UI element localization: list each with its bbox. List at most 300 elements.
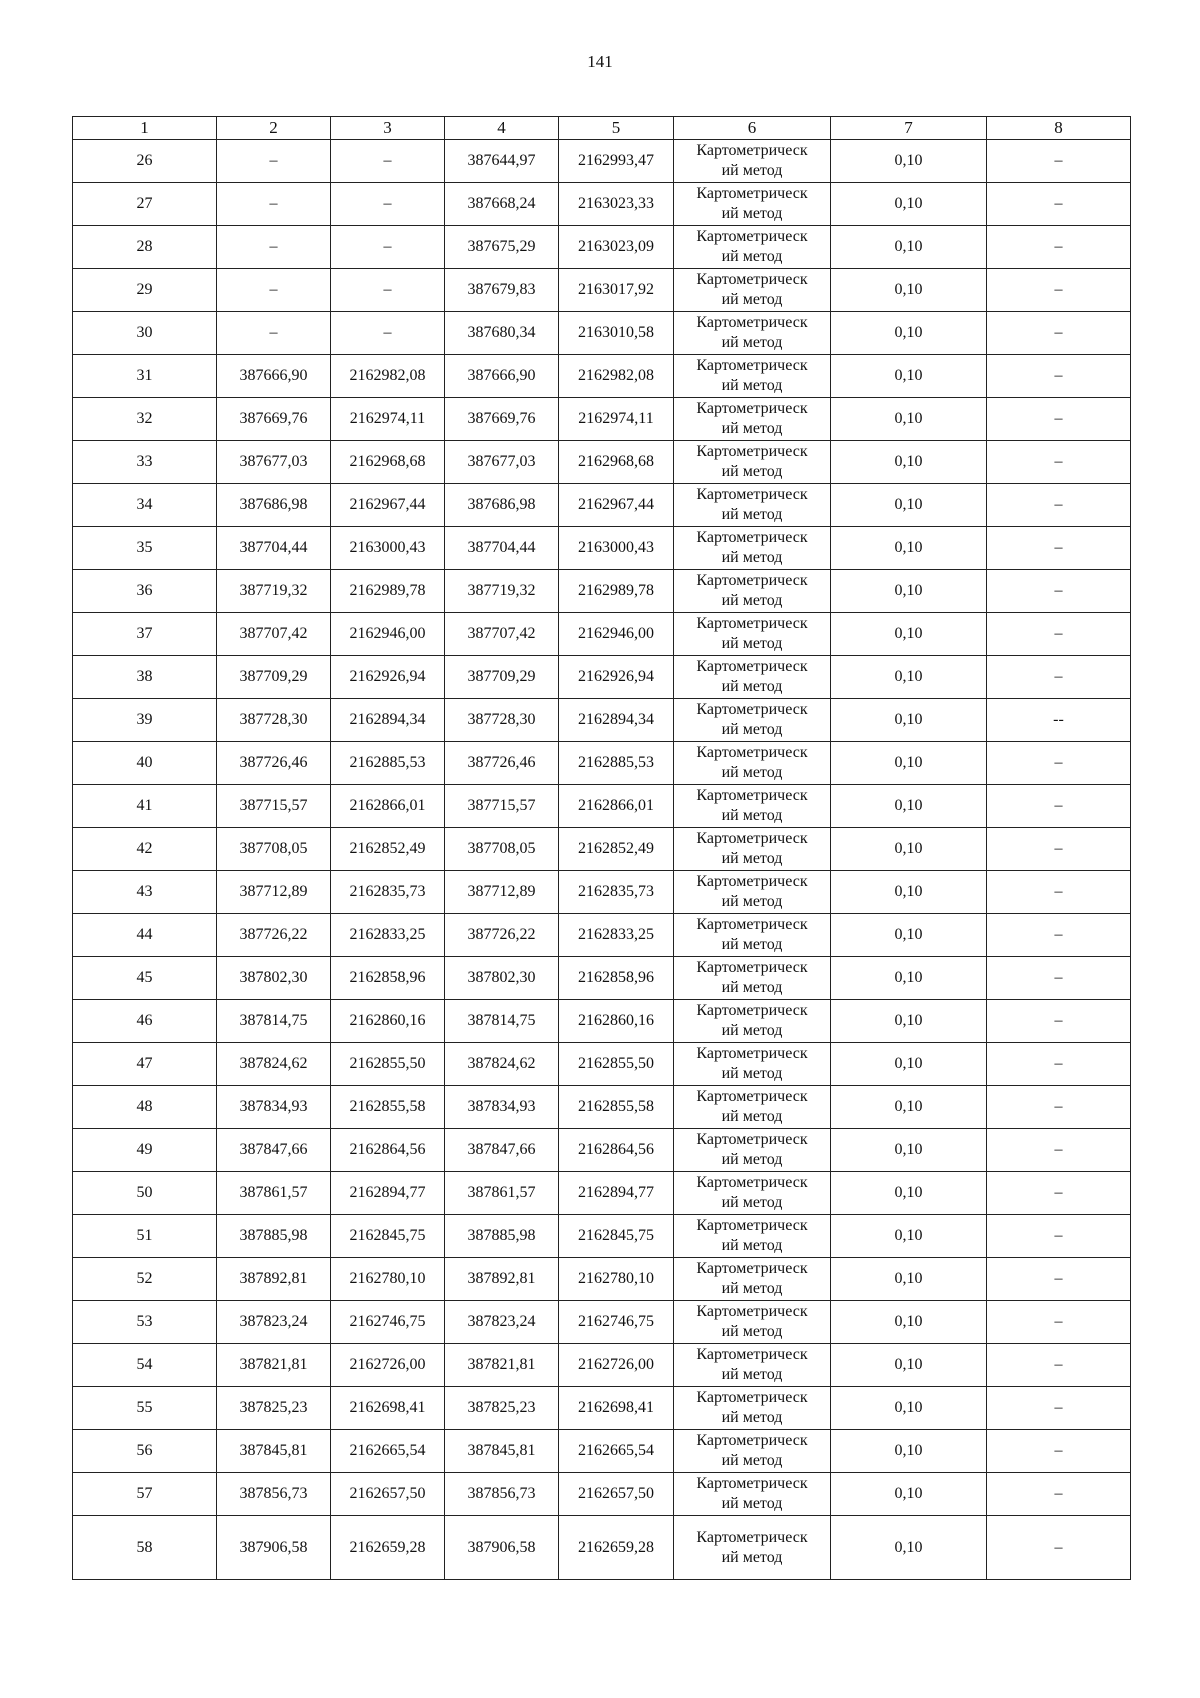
old-y-cell: 2162989,78 — [331, 570, 445, 613]
old-x-cell: 387686,98 — [217, 484, 331, 527]
point-number-cell: 51 — [73, 1215, 217, 1258]
point-number-cell: 28 — [73, 226, 217, 269]
old-y-cell: 2162855,58 — [331, 1086, 445, 1129]
point-number-cell: 40 — [73, 742, 217, 785]
method-text: Картометрическ ий метод — [696, 142, 808, 179]
old-x-cell: 387707,42 — [217, 613, 331, 656]
new-y-cell: 2162860,16 — [559, 1000, 674, 1043]
column-header-4: 4 — [445, 117, 559, 140]
old-y-cell: 2162894,77 — [331, 1172, 445, 1215]
description-cell: – — [987, 1000, 1131, 1043]
new-x-cell: 387834,93 — [445, 1086, 559, 1129]
method-cell — [674, 441, 831, 484]
point-number-cell: 32 — [73, 398, 217, 441]
new-x-cell: 387814,75 — [445, 1000, 559, 1043]
table-header-row — [73, 117, 1131, 140]
point-number-cell: 44 — [73, 914, 217, 957]
point-number-cell: 35 — [73, 527, 217, 570]
point-number-cell: 27 — [73, 183, 217, 226]
method-text: Картометрическ ий метод — [696, 443, 808, 480]
table-row — [73, 1301, 1131, 1344]
new-y-cell: 2162894,34 — [559, 699, 674, 742]
description-cell: – — [987, 1516, 1131, 1580]
table-row — [73, 1043, 1131, 1086]
method-text: Картометрическ ий метод — [696, 1088, 808, 1125]
description-cell: – — [987, 1043, 1131, 1086]
old-x-cell: 387709,29 — [217, 656, 331, 699]
table-row — [73, 269, 1131, 312]
new-x-cell: 387726,22 — [445, 914, 559, 957]
table-row — [73, 1430, 1131, 1473]
method-text: Картометрическ ий метод — [696, 1002, 808, 1039]
point-number-cell: 54 — [73, 1344, 217, 1387]
method-cell — [674, 613, 831, 656]
accuracy-cell: 0,10 — [831, 742, 987, 785]
old-x-cell: 387715,57 — [217, 785, 331, 828]
accuracy-cell: 0,10 — [831, 613, 987, 656]
method-cell — [674, 398, 831, 441]
new-y-cell: 2162926,94 — [559, 656, 674, 699]
new-x-cell: 387707,42 — [445, 613, 559, 656]
point-number-cell: 39 — [73, 699, 217, 742]
old-x-cell: 387669,76 — [217, 398, 331, 441]
table-row — [73, 613, 1131, 656]
old-x-cell: 387821,81 — [217, 1344, 331, 1387]
description-cell: – — [987, 1215, 1131, 1258]
new-y-cell: 2162852,49 — [559, 828, 674, 871]
new-x-cell: 387704,44 — [445, 527, 559, 570]
old-y-cell: 2162967,44 — [331, 484, 445, 527]
table-row — [73, 1473, 1131, 1516]
method-cell — [674, 527, 831, 570]
new-y-cell: 2162833,25 — [559, 914, 674, 957]
old-x-cell: 387708,05 — [217, 828, 331, 871]
point-number-cell: 41 — [73, 785, 217, 828]
table-row — [73, 1000, 1131, 1043]
old-y-cell: 2162968,68 — [331, 441, 445, 484]
old-y-cell: 2162894,34 — [331, 699, 445, 742]
old-x-cell: 387666,90 — [217, 355, 331, 398]
new-y-cell: 2162967,44 — [559, 484, 674, 527]
old-x-cell: 387726,22 — [217, 914, 331, 957]
accuracy-cell: 0,10 — [831, 1086, 987, 1129]
method-text: Картометрическ ий метод — [696, 787, 808, 824]
table-row — [73, 1344, 1131, 1387]
old-x-cell: 387856,73 — [217, 1473, 331, 1516]
table-row — [73, 785, 1131, 828]
description-cell: – — [987, 914, 1131, 957]
method-text: Картометрическ ий метод — [696, 1389, 808, 1426]
new-x-cell: 387821,81 — [445, 1344, 559, 1387]
old-y-cell: 2162866,01 — [331, 785, 445, 828]
method-cell — [674, 226, 831, 269]
method-cell — [674, 1430, 831, 1473]
method-text: Картометрическ ий метод — [696, 1346, 808, 1383]
description-cell: – — [987, 1258, 1131, 1301]
old-x-cell: – — [217, 269, 331, 312]
new-x-cell: 387679,83 — [445, 269, 559, 312]
method-cell — [674, 1258, 831, 1301]
accuracy-cell: 0,10 — [831, 1387, 987, 1430]
new-y-cell: 2162993,47 — [559, 140, 674, 183]
method-cell — [674, 1000, 831, 1043]
description-cell: – — [987, 1129, 1131, 1172]
description-cell: – — [987, 871, 1131, 914]
method-text: Картометрическ ий метод — [696, 1528, 808, 1566]
method-text: Картометрическ ий метод — [696, 615, 808, 652]
new-x-cell: 387708,05 — [445, 828, 559, 871]
accuracy-cell: 0,10 — [831, 355, 987, 398]
old-y-cell: 2163000,43 — [331, 527, 445, 570]
table-row — [73, 226, 1131, 269]
old-y-cell: 2162726,00 — [331, 1344, 445, 1387]
method-cell — [674, 484, 831, 527]
method-cell — [674, 312, 831, 355]
new-x-cell: 387686,98 — [445, 484, 559, 527]
old-y-cell: – — [331, 140, 445, 183]
description-cell: – — [987, 1172, 1131, 1215]
old-x-cell: 387814,75 — [217, 1000, 331, 1043]
new-x-cell: 387824,62 — [445, 1043, 559, 1086]
table-row — [73, 957, 1131, 1000]
description-cell: – — [987, 785, 1131, 828]
old-y-cell: – — [331, 312, 445, 355]
accuracy-cell: 0,10 — [831, 1129, 987, 1172]
point-number-cell: 31 — [73, 355, 217, 398]
old-x-cell: 387704,44 — [217, 527, 331, 570]
method-text: Картометрическ ий метод — [696, 1131, 808, 1168]
old-y-cell: 2162885,53 — [331, 742, 445, 785]
new-y-cell: 2162974,11 — [559, 398, 674, 441]
column-header-1: 1 — [73, 117, 217, 140]
table-row — [73, 312, 1131, 355]
new-y-cell: 2162780,10 — [559, 1258, 674, 1301]
method-cell — [674, 1516, 831, 1580]
method-text: Картометрическ ий метод — [696, 744, 808, 781]
description-cell: – — [987, 355, 1131, 398]
description-cell: – — [987, 269, 1131, 312]
point-number-cell: 33 — [73, 441, 217, 484]
old-x-cell: 387892,81 — [217, 1258, 331, 1301]
new-y-cell: 2163023,09 — [559, 226, 674, 269]
old-x-cell: 387845,81 — [217, 1430, 331, 1473]
point-number-cell: 29 — [73, 269, 217, 312]
column-header-8: 8 — [987, 117, 1131, 140]
old-y-cell: 2162835,73 — [331, 871, 445, 914]
point-number-cell: 36 — [73, 570, 217, 613]
old-y-cell: – — [331, 183, 445, 226]
old-y-cell: 2162657,50 — [331, 1473, 445, 1516]
accuracy-cell: 0,10 — [831, 957, 987, 1000]
accuracy-cell: 0,10 — [831, 527, 987, 570]
method-cell — [674, 1172, 831, 1215]
description-cell: – — [987, 957, 1131, 1000]
table-row — [73, 656, 1131, 699]
old-x-cell: 387825,23 — [217, 1387, 331, 1430]
new-x-cell: 387885,98 — [445, 1215, 559, 1258]
new-y-cell: 2162835,73 — [559, 871, 674, 914]
table-row — [73, 1387, 1131, 1430]
accuracy-cell: 0,10 — [831, 140, 987, 183]
description-cell: – — [987, 1473, 1131, 1516]
new-x-cell: 387669,76 — [445, 398, 559, 441]
accuracy-cell: 0,10 — [831, 183, 987, 226]
point-number-cell: 56 — [73, 1430, 217, 1473]
accuracy-cell: 0,10 — [831, 785, 987, 828]
new-y-cell: 2162855,58 — [559, 1086, 674, 1129]
old-x-cell: 387677,03 — [217, 441, 331, 484]
old-x-cell: – — [217, 183, 331, 226]
accuracy-cell: 0,10 — [831, 1043, 987, 1086]
method-cell — [674, 699, 831, 742]
point-number-cell: 53 — [73, 1301, 217, 1344]
method-cell — [674, 1473, 831, 1516]
new-y-cell: 2162989,78 — [559, 570, 674, 613]
old-x-cell: 387824,62 — [217, 1043, 331, 1086]
accuracy-cell: 0,10 — [831, 398, 987, 441]
accuracy-cell: 0,10 — [831, 570, 987, 613]
point-number-cell: 30 — [73, 312, 217, 355]
column-header-5: 5 — [559, 117, 674, 140]
column-header-7: 7 — [831, 117, 987, 140]
table-row — [73, 828, 1131, 871]
table-row — [73, 398, 1131, 441]
method-text: Картометрическ ий метод — [696, 572, 808, 609]
old-x-cell: – — [217, 226, 331, 269]
old-y-cell: 2162864,56 — [331, 1129, 445, 1172]
old-y-cell: 2162665,54 — [331, 1430, 445, 1473]
method-text: Картометрическ ий метод — [696, 228, 808, 265]
method-text: Картометрическ ий метод — [696, 486, 808, 523]
old-y-cell: 2162746,75 — [331, 1301, 445, 1344]
new-x-cell: 387823,24 — [445, 1301, 559, 1344]
accuracy-cell: 0,10 — [831, 699, 987, 742]
description-cell: – — [987, 484, 1131, 527]
table-row — [73, 871, 1131, 914]
table-row — [73, 1172, 1131, 1215]
new-y-cell: 2163010,58 — [559, 312, 674, 355]
description-cell: – — [987, 226, 1131, 269]
new-y-cell: 2162885,53 — [559, 742, 674, 785]
old-x-cell: 387726,46 — [217, 742, 331, 785]
table-row — [73, 570, 1131, 613]
old-x-cell: – — [217, 140, 331, 183]
new-y-cell: 2162665,54 — [559, 1430, 674, 1473]
new-x-cell: 387675,29 — [445, 226, 559, 269]
new-y-cell: 2162698,41 — [559, 1387, 674, 1430]
description-cell: – — [987, 441, 1131, 484]
method-cell — [674, 1086, 831, 1129]
method-text: Картометрическ ий метод — [696, 529, 808, 566]
old-y-cell: 2162926,94 — [331, 656, 445, 699]
method-text: Картометрическ ий метод — [696, 1260, 808, 1297]
new-x-cell: 387680,34 — [445, 312, 559, 355]
point-number-cell: 55 — [73, 1387, 217, 1430]
method-cell — [674, 957, 831, 1000]
new-x-cell: 387677,03 — [445, 441, 559, 484]
new-y-cell: 2163023,33 — [559, 183, 674, 226]
accuracy-cell: 0,10 — [831, 441, 987, 484]
new-y-cell: 2162746,75 — [559, 1301, 674, 1344]
method-cell — [674, 828, 831, 871]
accuracy-cell: 0,10 — [831, 1430, 987, 1473]
method-cell — [674, 1129, 831, 1172]
table-row — [73, 1215, 1131, 1258]
new-y-cell: 2162659,28 — [559, 1516, 674, 1580]
new-y-cell: 2163000,43 — [559, 527, 674, 570]
table-row — [73, 1086, 1131, 1129]
old-x-cell: 387906,58 — [217, 1516, 331, 1580]
point-number-cell: 52 — [73, 1258, 217, 1301]
point-number-cell: 37 — [73, 613, 217, 656]
table-row — [73, 527, 1131, 570]
point-number-cell: 34 — [73, 484, 217, 527]
accuracy-cell: 0,10 — [831, 871, 987, 914]
point-number-cell: 49 — [73, 1129, 217, 1172]
new-x-cell: 387856,73 — [445, 1473, 559, 1516]
point-number-cell: 46 — [73, 1000, 217, 1043]
method-text: Картометрическ ий метод — [696, 357, 808, 394]
table-row — [73, 742, 1131, 785]
new-y-cell: 2162858,96 — [559, 957, 674, 1000]
column-header-2: 2 — [217, 117, 331, 140]
accuracy-cell: 0,10 — [831, 312, 987, 355]
method-text: Картометрическ ий метод — [696, 1475, 808, 1512]
description-cell: – — [987, 1086, 1131, 1129]
description-cell: – — [987, 312, 1131, 355]
old-x-cell: 387728,30 — [217, 699, 331, 742]
old-y-cell: 2162852,49 — [331, 828, 445, 871]
point-number-cell: 58 — [73, 1516, 217, 1580]
method-cell — [674, 1215, 831, 1258]
point-number-cell: 26 — [73, 140, 217, 183]
method-text: Картометрическ ий метод — [696, 271, 808, 308]
method-text: Картометрическ ий метод — [696, 1432, 808, 1469]
old-y-cell: 2162858,96 — [331, 957, 445, 1000]
accuracy-cell: 0,10 — [831, 269, 987, 312]
method-text: Картометрическ ий метод — [696, 916, 808, 953]
method-text: Картометрическ ий метод — [696, 1303, 808, 1340]
point-number-cell: 57 — [73, 1473, 217, 1516]
old-x-cell: 387885,98 — [217, 1215, 331, 1258]
method-cell — [674, 183, 831, 226]
method-cell — [674, 570, 831, 613]
description-cell: – — [987, 1344, 1131, 1387]
old-x-cell: 387847,66 — [217, 1129, 331, 1172]
method-text: Картометрическ ий метод — [696, 314, 808, 351]
old-y-cell: 2162855,50 — [331, 1043, 445, 1086]
accuracy-cell: 0,10 — [831, 1344, 987, 1387]
table-row — [73, 140, 1131, 183]
description-cell: – — [987, 183, 1131, 226]
new-x-cell: 387861,57 — [445, 1172, 559, 1215]
coordinates-table — [72, 116, 1131, 1580]
new-x-cell: 387847,66 — [445, 1129, 559, 1172]
method-text: Картометрическ ий метод — [696, 1174, 808, 1211]
table-row — [73, 183, 1131, 226]
method-text: Картометрическ ий метод — [696, 185, 808, 222]
table-row — [73, 914, 1131, 957]
old-x-cell: 387823,24 — [217, 1301, 331, 1344]
table-row — [73, 355, 1131, 398]
accuracy-cell: 0,10 — [831, 1172, 987, 1215]
method-text: Картометрическ ий метод — [696, 959, 808, 996]
method-text: Картометрическ ий метод — [696, 1045, 808, 1082]
method-cell — [674, 656, 831, 699]
column-header-6: 6 — [674, 117, 831, 140]
new-y-cell: 2162845,75 — [559, 1215, 674, 1258]
description-cell: – — [987, 1387, 1131, 1430]
point-number-cell: 42 — [73, 828, 217, 871]
description-cell: – — [987, 140, 1131, 183]
method-cell — [674, 269, 831, 312]
old-x-cell: 387861,57 — [217, 1172, 331, 1215]
method-text: Картометрическ ий метод — [696, 658, 808, 695]
table-row — [73, 1129, 1131, 1172]
point-number-cell: 38 — [73, 656, 217, 699]
method-cell — [674, 1043, 831, 1086]
accuracy-cell: 0,10 — [831, 484, 987, 527]
old-y-cell: 2162860,16 — [331, 1000, 445, 1043]
old-y-cell: 2162698,41 — [331, 1387, 445, 1430]
old-x-cell: 387802,30 — [217, 957, 331, 1000]
old-y-cell: 2162982,08 — [331, 355, 445, 398]
new-y-cell: 2163017,92 — [559, 269, 674, 312]
method-text: Картометрическ ий метод — [696, 701, 808, 738]
method-cell — [674, 1344, 831, 1387]
new-x-cell: 387712,89 — [445, 871, 559, 914]
description-cell: – — [987, 656, 1131, 699]
new-y-cell: 2162855,50 — [559, 1043, 674, 1086]
method-text: Картометрическ ий метод — [696, 873, 808, 910]
old-y-cell: 2162659,28 — [331, 1516, 445, 1580]
description-cell: -- — [987, 699, 1131, 742]
new-x-cell: 387802,30 — [445, 957, 559, 1000]
method-cell — [674, 871, 831, 914]
accuracy-cell: 0,10 — [831, 1258, 987, 1301]
new-y-cell: 2162864,56 — [559, 1129, 674, 1172]
table-row — [73, 484, 1131, 527]
point-number-cell: 50 — [73, 1172, 217, 1215]
old-y-cell: 2162780,10 — [331, 1258, 445, 1301]
method-text: Картометрическ ий метод — [696, 830, 808, 867]
new-x-cell: 387728,30 — [445, 699, 559, 742]
description-cell: – — [987, 398, 1131, 441]
description-cell: – — [987, 570, 1131, 613]
new-x-cell: 387644,97 — [445, 140, 559, 183]
new-y-cell: 2162968,68 — [559, 441, 674, 484]
old-y-cell: – — [331, 269, 445, 312]
description-cell: – — [987, 828, 1131, 871]
new-x-cell: 387845,81 — [445, 1430, 559, 1473]
accuracy-cell: 0,10 — [831, 226, 987, 269]
table-row — [73, 699, 1131, 742]
method-cell — [674, 1387, 831, 1430]
old-y-cell: – — [331, 226, 445, 269]
new-y-cell: 2162894,77 — [559, 1172, 674, 1215]
new-y-cell: 2162866,01 — [559, 785, 674, 828]
method-cell — [674, 1301, 831, 1344]
old-x-cell: 387719,32 — [217, 570, 331, 613]
new-x-cell: 387668,24 — [445, 183, 559, 226]
accuracy-cell: 0,10 — [831, 828, 987, 871]
point-number-cell: 47 — [73, 1043, 217, 1086]
accuracy-cell: 0,10 — [831, 656, 987, 699]
method-text: Картометрическ ий метод — [696, 1217, 808, 1254]
table-body — [73, 140, 1131, 1580]
method-cell — [674, 785, 831, 828]
method-cell — [674, 355, 831, 398]
